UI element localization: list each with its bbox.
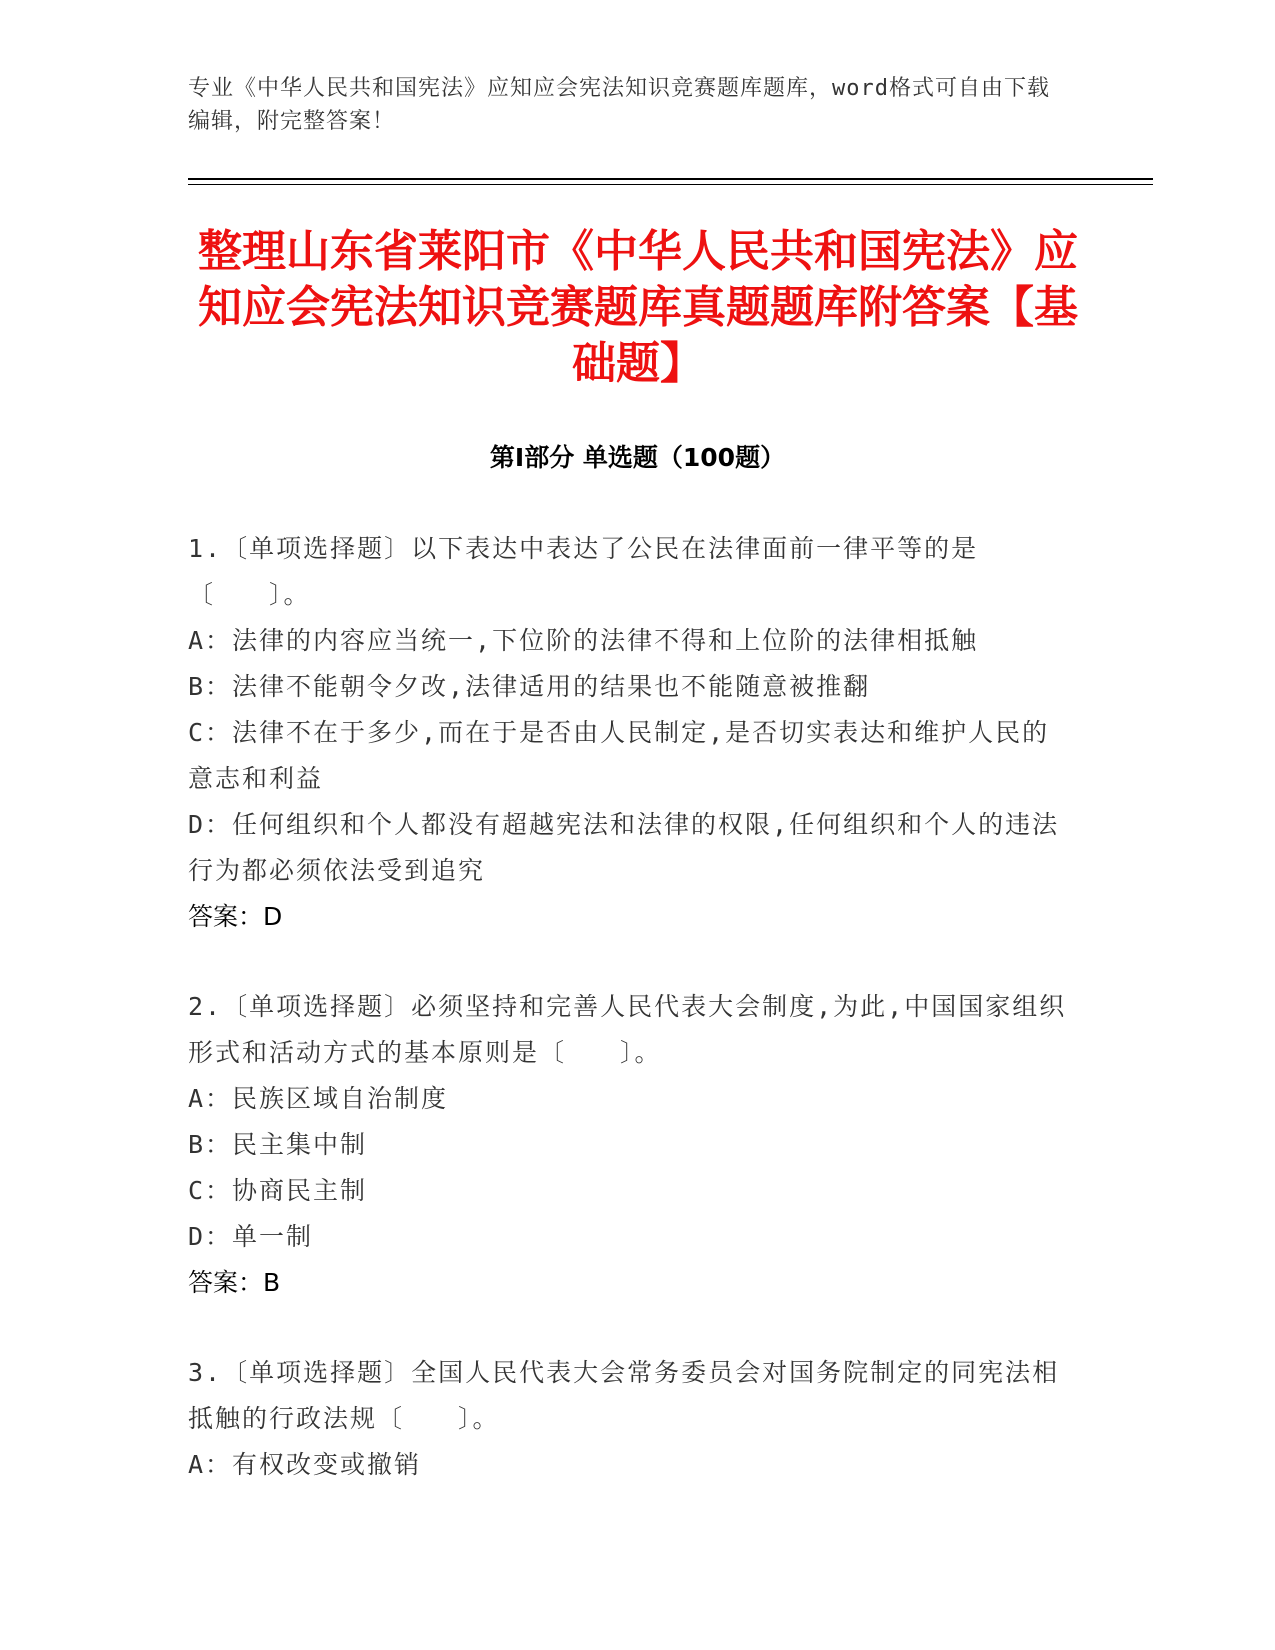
section-heading: 第Ⅰ部分 单选题（100题） — [489, 443, 786, 472]
question-stem: 3.〔单项选择题〕全国人民代表大会常务委员会对国务院制定的同宪法相抵触的行政法规〔 〕。 — [188, 1358, 1060, 1433]
header-rule-thin — [188, 184, 1153, 185]
option-b: B：民主集中制 — [188, 1130, 368, 1159]
answer: 答案：D — [188, 902, 283, 931]
header-rule-thick — [188, 178, 1153, 180]
question-list — [188, 526, 1073, 1532]
question-stem: 1.〔单项选择题〕以下表达中表达了公民在法律面前一律平等的是〔 〕。 — [188, 534, 979, 609]
question-2 — [188, 984, 1073, 1306]
option-c: C：法律不在于多少,而在于是否由人民制定,是否切实表达和维护人民的意志和利益 — [188, 718, 1050, 793]
option-d: D：单一制 — [188, 1222, 314, 1251]
header-note: 专业《中华人民共和国宪法》应知应会宪法知识竞赛题库题库，word格式可自由下载编辑，附完整答案！ — [188, 76, 1050, 134]
option-a: A：法律的内容应当统一,下位阶的法律不得和上位阶的法律相抵触 — [188, 626, 979, 655]
question-3 — [188, 1350, 1073, 1488]
question-stem: 2.〔单项选择题〕必须坚持和完善人民代表大会制度,为此,中国国家组织形式和活动方式的基本原则是〔 〕。 — [188, 992, 1067, 1067]
document-title: 整理山东省莱阳市《中华人民共和国宪法》应知应会宪法知识竞赛题库真题题库附答案【基础题】 — [198, 226, 1078, 389]
answer: 答案：B — [188, 1268, 281, 1297]
option-b: B：法律不能朝令夕改,法律适用的结果也不能随意被推翻 — [188, 672, 871, 701]
option-d: D：任何组织和个人都没有超越宪法和法律的权限,任何组织和个人的违法行为都必须依法受到追究 — [188, 810, 1060, 885]
option-a: A：民族区域自治制度 — [188, 1084, 449, 1113]
option-a: A：有权改变或撤销 — [188, 1450, 422, 1479]
option-c: C：协商民主制 — [188, 1176, 368, 1205]
question-1 — [188, 526, 1073, 940]
